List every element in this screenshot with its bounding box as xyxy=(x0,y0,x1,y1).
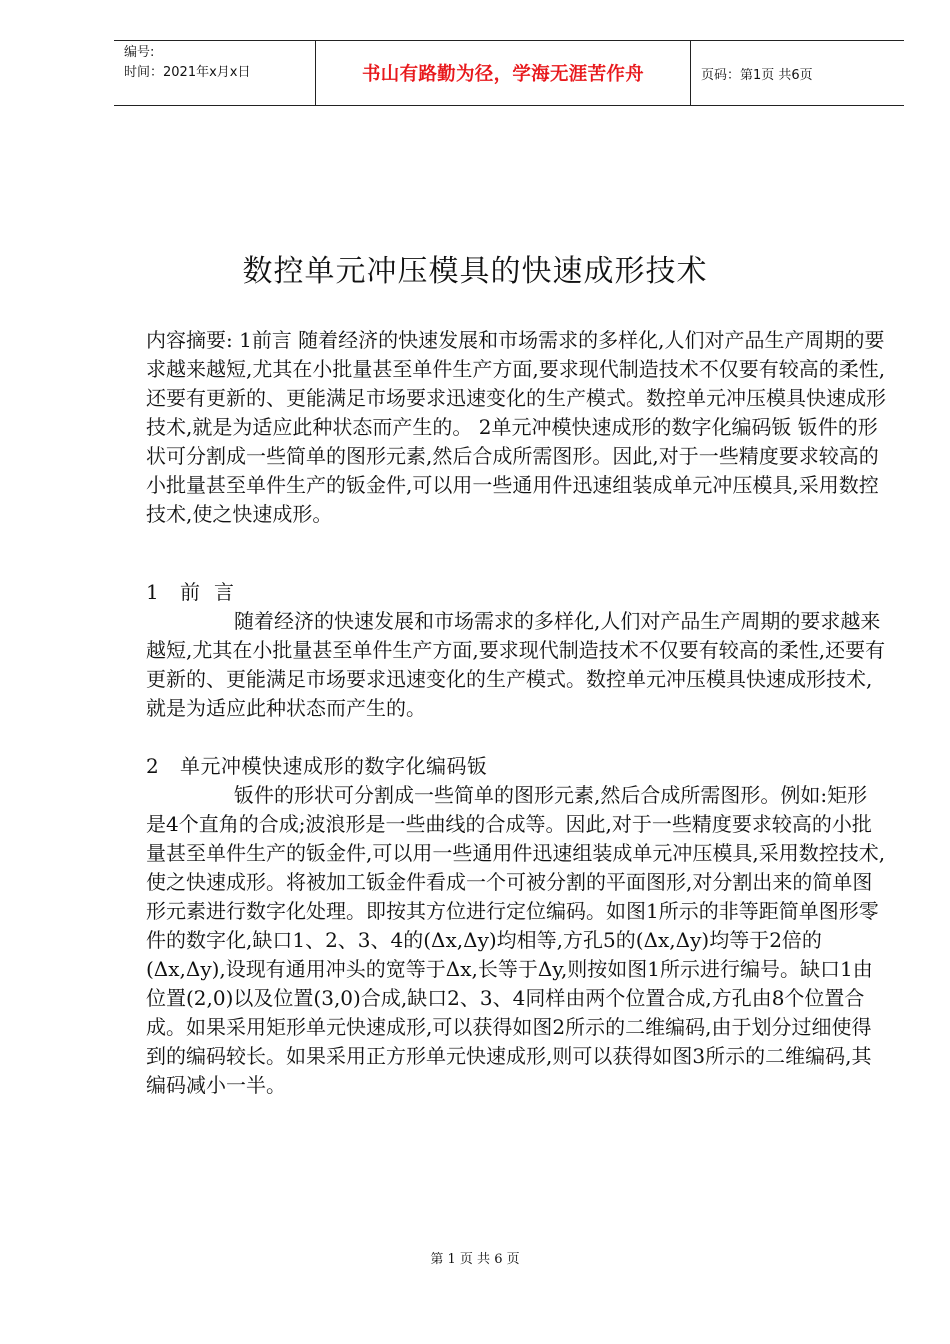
section-1-body xyxy=(146,607,886,723)
motto-text: 书山有路勤为径，学海无涯苦作舟 xyxy=(361,64,644,85)
abstract xyxy=(146,326,886,529)
section-2-title: 单元冲模快速成形的数字化编码钣 xyxy=(180,754,488,778)
page-info: 页码：第1页 共6页 xyxy=(701,67,813,83)
section-1-number: 1 xyxy=(146,580,160,604)
section-2-body xyxy=(146,781,886,1100)
section-1-paragraph: 随着经济的快速发展和市场需求的多样化,人们对产品生产周期的要求越来越短,尤其在小批量甚至单件生产方面,要求现代制造技术不仅要有较高的柔性,还要有更新的、更能满足市场要求迅速变化的生产模式。数控单元冲压模具快速成形技术,就是为适应此种状态而产生的。 xyxy=(146,609,886,720)
header-page-cell xyxy=(691,41,904,105)
abstract-text: 内容摘要: 1前言 随着经济的快速发展和市场需求的多样化,人们对产品生产周期的要求越来越短,尤其在小批量甚至单件生产方面,要求现代制造技术不仅要有较高的柔性,还要有更新的、更能满足市场要求迅速变化的生产模式。数控单元冲压模具快速成形技术,就是为适应此种状态而产生的。 2单元冲模快速成形的数字化编码钣 钣件的形状可分割成一些简单的图形元素,然后合成所需图形。因此,对于一些精度要求较高的小批量甚至单件生产的钣金件,可以用一些通用件迅速组装成单元冲压模具,采用数控技术,使之快速成形。 xyxy=(146,328,886,526)
section-2-number: 2 xyxy=(146,754,160,778)
page-header xyxy=(114,40,904,106)
time-label: 时间：2021年x月x日 xyxy=(124,65,251,80)
header-meta-cell xyxy=(114,41,316,105)
section-2-heading xyxy=(146,752,886,781)
section-2-paragraph: 钣件的形状可分割成一些简单的图形元素,然后合成所需图形。例如:矩形是4个直角的合成;波浪形是一些曲线的合成等。因此,对于一些精度要求较高的小批量甚至单件生产的钣金件,可以用一些通用件迅速组装成单元冲压模具,采用数控技术,使之快速成形。将被加工钣金件看成一个可被分割的平面图形,对分割出来的简单图形元素进行数字化处理。即按其方位进行定位编码。如图1所示的非等距简单图形零件的数字化,缺口1、2、3、4的(Δx,Δy)均相等,方孔5的(Δx,Δy)均等于2倍的(Δx,Δy),设现有通用冲头的宽等于Δx,长等于Δy,则按如图1所示进行编号。缺口1由位置(2,0)以及位置(3,0)合成,缺口2、3、4同样由两个位置合成,方孔由8个位置合成。如果采用矩形单元快速成形,可以获得如图2所示的二维编码,由于划分过细使得到的编码较长。如果采用正方形单元快速成形,则可以获得如图3所示的二维编码,其编码减小一半。 xyxy=(146,783,886,1097)
section-1-title: 前言 xyxy=(180,580,248,604)
header-motto-cell xyxy=(316,41,691,105)
document-title: 数控单元冲压模具的快速成形技术 xyxy=(242,254,708,289)
section-1-heading xyxy=(146,578,886,607)
page-footer: 第 1 页 共 6 页 xyxy=(430,1252,520,1267)
number-label: 编号: xyxy=(124,45,155,60)
